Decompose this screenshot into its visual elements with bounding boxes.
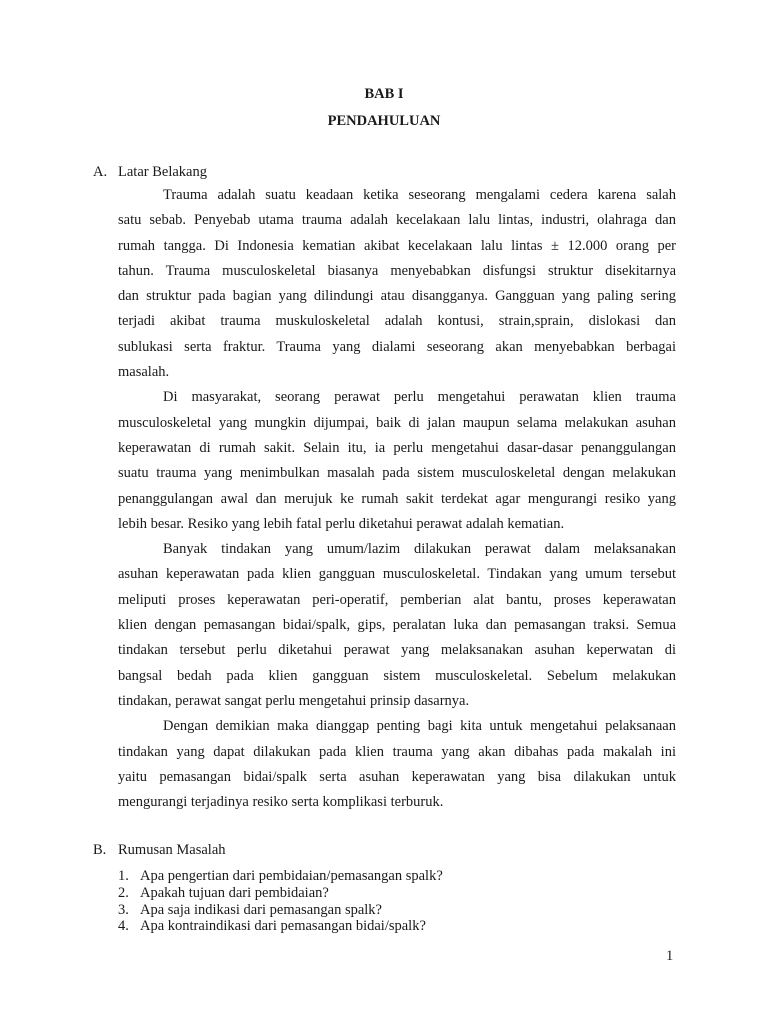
paragraph-line: dan struktur pada bagian yang dilindungi atau disangganya. Gangguan yang paling sering [118,288,676,305]
section-a-heading [93,164,207,181]
paragraph-line: keperawatan di rumah sakit. Selain itu, ia perlu mengetahui dasar-dasar penanggulangan [118,439,676,456]
section-a-title: Latar Belakang [118,164,207,180]
list-text: Apa saja indikasi dari pemasangan spalk? [140,901,382,918]
paragraph-line: satu sebab. Penyebab utama trauma adalah kecelakaan lalu lintas, industri, olahraga dan [118,212,676,229]
list-text: Apa kontraindikasi dari pemasangan bidai/spalk? [140,918,426,935]
list-number: 4. [118,918,129,935]
paragraph-line: sublukasi serta fraktur. Trauma yang dialami seseorang akan menyebabkan berbagai [118,338,676,355]
paragraph-line: Trauma adalah suatu keadaan ketika seseorang mengalami cedera karena salah [163,187,676,203]
paragraph-line: tindakan tersebut perlu diketahui perawat yang melaksanakan asuhan keperwatan di [118,642,676,659]
paragraph-line: masalah. [118,364,170,381]
paragraph-line: meliputi proses keperawatan peri-operatif, pemberian alat bantu, proses keperawatan [118,591,676,608]
paragraph-line: tindakan yang dapat dilakukan pada klien trauma yang akan dibahas pada makalah ini [118,743,676,760]
list-number: 2. [118,884,129,901]
list-number: 3. [118,901,129,918]
paragraph-line: penanggulangan awal dan merujuk ke rumah sakit terdekat agar mengurangi resiko yang [118,490,676,507]
paragraph-line: tahun. Trauma musculoskeletal biasanya menyebabkan disfungsi struktur disekitarnya [118,262,676,279]
section-a-marker: A. [93,164,108,180]
section-b-marker: B. [93,842,107,858]
section-b-heading [93,842,226,859]
list-number: 1. [118,868,129,884]
paragraph-line: terjadi akibat trauma muskuloskeletal adalah kontusi, strain,sprain, dislokasi dan [118,313,676,330]
section-a-body [118,183,676,815]
paragraph [118,183,676,385]
paragraph [118,385,676,537]
paragraph-line: yaitu pemasangan bidai/spalk serta asuhan keperawatan yang bisa dilakukan untuk [118,768,676,785]
chapter-title: PENDAHULUAN [327,113,441,129]
page-number: 1 [666,948,674,964]
paragraph-line: lebih besar. Resiko yang lebih fatal perlu diketahui perawat adalah kematian. [118,515,565,532]
paragraph-line: tindakan, perawat sangat perlu mengetahui prinsip dasarnya. [118,692,470,709]
section-b-title: Rumusan Masalah [118,842,226,858]
paragraph-line: mengurangi terjadinya resiko serta komplikasi terburuk. [118,794,444,811]
chapter-heading: BAB I [364,86,404,102]
paragraph-line: suatu trauma yang menimbulkan masalah pada sistem musculoskeletal dengan melakukan [118,465,676,482]
paragraph-line: rumah tangga. Di Indonesia kematian akibat kecelakaan lalu lintas ± 12.000 orang per [118,237,676,254]
paragraph-line: Dengan demikian maka dianggap penting bagi kita untuk mengetahui pelaksanaan [163,718,676,735]
list-text: Apakah tujuan dari pembidaian? [140,884,329,901]
paragraph-line: musculoskeletal yang mungkin dijumpai, baik di jalan maupun selama melakukan asuhan [118,414,676,431]
paragraph-line: bangsal bedah pada klien gangguan sistem musculoskeletal. Sebelum melakukan [118,667,676,684]
paragraph [118,714,676,815]
paragraph-line: klien dengan pemasangan bidai/spalk, gips, peralatan luka dan pemasangan traksi. Semua [118,617,676,634]
paragraph-line: Banyak tindakan yang umum/lazim dilakukan perawat dalam melaksanakan [163,541,676,558]
list-text: Apa pengertian dari pembidaian/pemasangan spalk? [140,868,443,884]
paragraph [118,537,676,714]
paragraph-line: asuhan keperawatan pada klien gangguan musculoskeletal. Tindakan yang umum tersebut [118,566,676,583]
paragraph-line: Di masyarakat, seorang perawat perlu mengetahui perawatan klien trauma [163,389,676,406]
